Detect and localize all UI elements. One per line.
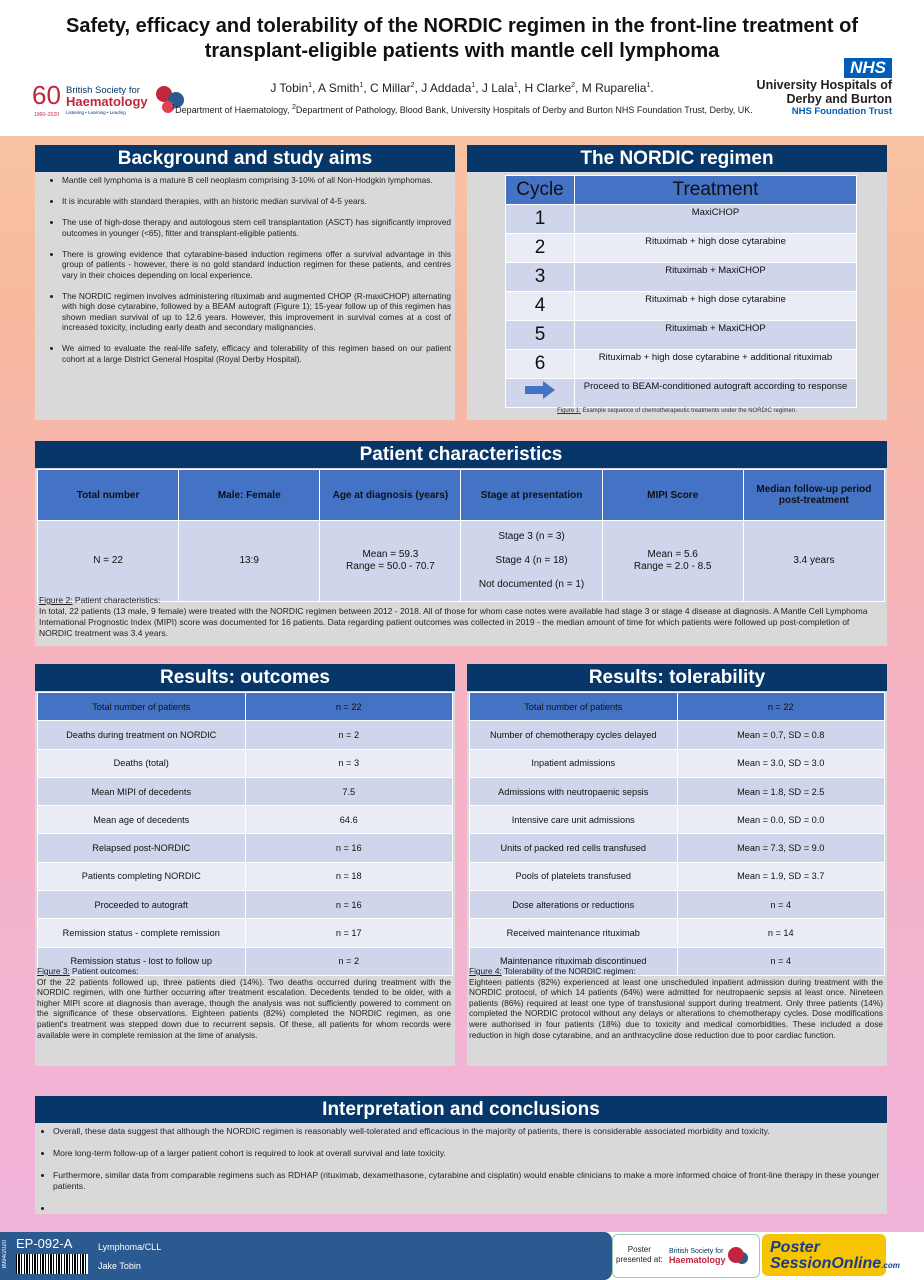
- patient-column-header: Stage at presentation: [461, 470, 602, 521]
- nordic-row: [506, 321, 857, 350]
- tolerability-value: n = 4: [677, 947, 885, 975]
- background-bullet: • The NORDIC regimen involves administering rituximab and augmented CHOP (R-maxiCHOP) alternating with high dose cytarabine, followed by a BEAM autograft (Figure 1); 15-year follow up of this regimen has shown median survival of up to 12.6 years. However, this improvement in survival comes at a cost of increased toxicity, including early death and secondary malignancies.: [62, 291, 451, 333]
- cycle-number: 1: [506, 205, 575, 234]
- nordic-heading: The NORDIC regimen: [467, 145, 887, 172]
- outcomes-label: Remission status - complete remission: [38, 919, 246, 947]
- outcomes-row: [38, 862, 453, 890]
- outcomes-value: n = 2: [245, 721, 453, 749]
- tolerability-row: [470, 693, 885, 721]
- tolerability-row: [470, 862, 885, 890]
- author-name: J Addada$^1$: [421, 81, 476, 95]
- background-bullet: • It is incurable with standard therapies, with an historic median survival of 4-5 years.: [62, 196, 451, 207]
- patient-characteristics-section: [35, 441, 887, 646]
- nordic-row: [506, 205, 857, 234]
- author-name: H Clarke$^2$: [524, 81, 576, 95]
- background-section: [35, 145, 455, 420]
- cycle-number: 4: [506, 292, 575, 321]
- tolerability-table: [469, 692, 885, 976]
- tolerability-label: Intensive care unit admissions: [470, 806, 678, 834]
- outcomes-value: 7.5: [245, 777, 453, 805]
- figure-2-caption: Figure 2: Patient characteristics: In total, 22 patients (13 male, 9 female) were treated with the NORDIC regimen between 2012 - 2018. All of those for whom case notes were available had stage 3 or stage 4 disease at diagnosis. A Mantle Cell Lymphoma International Prognostic Index (MIPI) score was documented for 16 patients. Data regarding patient outcomes was collected in 2019 - the median amount of time for which patients were followed up post-completion of NORDIC treatment was 3.4 years.: [39, 595, 868, 638]
- bsh-sixty: 60: [32, 80, 61, 110]
- nhs-logo: NHS University Hospitals of Derby and Burton NHS Foundation Trust: [756, 58, 892, 117]
- outcomes-label: Total number of patients: [38, 693, 246, 721]
- figure-3-caption: Figure 3: Patient outcomes: Of the 22 patients followed up, three patients died (14%). Two deaths occurred during treatment with the NORDIC regimen, with one further occurring after treatment escalation. Decedents tended to be older, with a higher MIPI score at diagnosis than average, though the analysis was not sufficiently powered to comment on the significance of these observations. Eighteen patients (82%) completed the NORDIC regimen, as one patient's treatment was stepped down due to recurrent sepsis. Of these, all patients for whom records were available were in complete remission at the time of analysis.: [37, 966, 451, 1040]
- outcomes-value: n = 18: [245, 862, 453, 890]
- patient-heading: Patient characteristics: [35, 441, 887, 468]
- conclusion-bullet: [53, 1203, 883, 1214]
- tolerability-row: [470, 891, 885, 919]
- figure-4-caption: Figure 4: Tolerability of the NORDIC regimen: Eighteen patients (82%) experienced at least one unscheduled inpatient admission during treatment with the NORDIC protocol, of which 14 patients (64%) were admitted for neutropaenic sepsis at least once. Nineteen patients (86%) required at least one type of transfusional support during treatment. Only three patients (14%) completed the NORDIC protocol without any delays or alterations to chemotherapy cycles. Dose modifications were authorised in four patients (18%) due to toxicity and medical comorbidities. These included a dose reduction in high dose cytarabine, and an anthracycline dose reduction due to poor cardiac function.: [469, 966, 883, 1040]
- tolerability-label: Pools of platelets transfused: [470, 862, 678, 890]
- tolerability-row: [470, 806, 885, 834]
- outcomes-heading: Results: outcomes: [35, 664, 455, 691]
- outcomes-row: [38, 721, 453, 749]
- background-bullet: • The use of high-dose therapy and autologous stem cell transplantation (ASCT) has significantly improved outcomes in younger (<65), fitter and transplant-eligible patients.: [62, 217, 451, 238]
- nordic-table: [505, 175, 857, 408]
- affiliations: $^1$Department of Haematology, $^2$Department of Pathology, Blood Bank, University Hospitals of Derby and Burton NHS Foundation Trust, Derby, UK.: [171, 104, 753, 115]
- outcomes-label: Remission status - lost to follow up: [38, 947, 246, 975]
- outcomes-label: Deaths during treatment on NORDIC: [38, 721, 246, 749]
- conclusions-bullets: [35, 1126, 887, 1214]
- patient-column-header: MIPI Score: [602, 470, 743, 521]
- outcomes-value: n = 2: [245, 947, 453, 975]
- background-bullet: • There is growing evidence that cytarabine-based induction regimens offer a survival advantage in this group of patients - however, there is no gold standard induction regimen for these patients, and centres vary in their choices depending on local experience.: [62, 249, 451, 281]
- outcomes-table: [37, 692, 453, 976]
- nordic-row: [506, 234, 857, 263]
- author-name: J Tobin$^1$: [270, 81, 313, 95]
- cycle-column-header: Cycle: [506, 176, 575, 205]
- nordic-section: [467, 145, 887, 420]
- nhs-box: NHS: [844, 58, 892, 78]
- patient-column-header: Median follow-up period post-treatment: [743, 470, 884, 521]
- outcomes-label: Mean age of decedents: [38, 806, 246, 834]
- tolerability-label: Number of chemotherapy cycles delayed: [470, 721, 678, 749]
- bsh-tagline: Listening • Learning • Leading: [66, 110, 126, 115]
- outcomes-label: Proceeded to autograft: [38, 891, 246, 919]
- tolerability-row: [470, 834, 885, 862]
- tolerability-value: Mean = 0.7, SD = 0.8: [677, 721, 885, 749]
- cycle-number: 2: [506, 234, 575, 263]
- cycle-treatment: Rituximab + MaxiCHOP: [575, 321, 857, 350]
- treatment-column-header: Treatment: [575, 176, 857, 205]
- tolerability-value: Mean = 3.0, SD = 3.0: [677, 749, 885, 777]
- author-list: J Tobin$^1$, A Smith$^1$, C Millar$^2$, J Addada$^1$, J Lala$^1$, H Clarke$^2$, M Ruparelia$^1$.: [270, 81, 654, 95]
- poster-title: Safety, efficacy and tolerability of the NORDIC regimen in the front-line treatment of transplant-eligible patients with mantle cell lymphoma: [66, 15, 858, 62]
- author-name: C Millar$^2$: [369, 81, 415, 95]
- cycle-number: 6: [506, 350, 575, 379]
- outcomes-section: [35, 664, 455, 1066]
- outcomes-value: 64.6: [245, 806, 453, 834]
- conclusions-section: [35, 1096, 887, 1214]
- bsh-mini-logo-icon: [728, 1247, 744, 1263]
- nordic-row: [506, 292, 857, 321]
- author-name: M Ruparelia$^1$: [581, 81, 651, 95]
- cycle-number: 3: [506, 263, 575, 292]
- tolerability-value: Mean = 0.0, SD = 0.0: [677, 806, 885, 834]
- outcomes-value: n = 16: [245, 834, 453, 862]
- age-cell: Mean = 59.3 Range = 50.0 - 70.7: [320, 521, 461, 602]
- patient-column-header: Total number: [38, 470, 179, 521]
- outcomes-row: [38, 806, 453, 834]
- patient-column-header: Age at diagnosis (years): [320, 470, 461, 521]
- barcode-icon: [16, 1254, 88, 1274]
- presented-at-text: Poster presented at: British Society for Haematology: [616, 1245, 744, 1265]
- poster-code: EP-092-A: [16, 1236, 73, 1251]
- tolerability-label: Maintenance rituximab discontinued: [470, 947, 678, 975]
- conclusion-bullet: • Overall, these data suggest that although the NORDIC regimen is reasonably well-tolerated and efficacious in the majority of patients, there is considerable associated morbidity and toxicity.: [53, 1126, 883, 1137]
- nordic-row: [506, 263, 857, 292]
- outcomes-row: [38, 919, 453, 947]
- cycle-treatment: Rituximab + high dose cytarabine: [575, 234, 857, 263]
- tolerability-label: Units of packed red cells transfused: [470, 834, 678, 862]
- outcomes-value: n = 22: [245, 693, 453, 721]
- tolerability-row: [470, 721, 885, 749]
- author-name: J Lala$^1$: [481, 81, 518, 95]
- tolerability-value: Mean = 1.8, SD = 2.5: [677, 777, 885, 805]
- bsh-years: 1960–2020: [34, 112, 60, 118]
- tolerability-label: Dose alterations or reductions: [470, 891, 678, 919]
- tolerability-heading: Results: tolerability: [467, 664, 887, 691]
- cycle-treatment: MaxiCHOP: [575, 205, 857, 234]
- tolerability-label: Admissions with neutropaenic sepsis: [470, 777, 678, 805]
- background-bullet: • We aimed to evaluate the real-life safety, efficacy and tolerability of this regimen based on our patient cohort at a large District General Hospital (Royal Derby Hospital).: [62, 343, 451, 364]
- nordic-final-row: [506, 379, 857, 408]
- patient-table: [37, 469, 885, 602]
- outcomes-value: n = 17: [245, 919, 453, 947]
- tolerability-row: [470, 919, 885, 947]
- conclusion-bullet: • Furthermore, similar data from comparable regimens such as RDHAP (rituximab, dexamethasone, cytarabine and cisplatin) would enable clinicians to make a more informed choice of front-line therapy in these younger patients.: [53, 1170, 883, 1192]
- bsh-line1: British Society for: [66, 85, 140, 96]
- bsh-line2: Haematology: [66, 94, 148, 109]
- background-bullets: [35, 175, 455, 364]
- outcomes-row: [38, 693, 453, 721]
- author-name: A Smith$^1$: [318, 81, 364, 95]
- tolerability-section: [467, 664, 887, 1066]
- outcomes-row: [38, 834, 453, 862]
- tolerability-value: n = 4: [677, 891, 885, 919]
- tolerability-label: Total number of patients: [470, 693, 678, 721]
- poster-category: Lymphoma/CLL: [98, 1242, 162, 1252]
- poster-id: 8994/2020: [2, 1240, 8, 1269]
- cycle-treatment: Rituximab + MaxiCHOP: [575, 263, 857, 292]
- final-treatment: Proceed to BEAM-conditioned autograft according to response: [575, 379, 857, 408]
- tolerability-label: Received maintenance rituximab: [470, 919, 678, 947]
- outcomes-row: [38, 891, 453, 919]
- cycle-treatment: Rituximab + high dose cytarabine + additional rituximab: [575, 350, 857, 379]
- nordic-row: [506, 350, 857, 379]
- tolerability-value: Mean = 1.9, SD = 3.7: [677, 862, 885, 890]
- cycle-treatment: Rituximab + high dose cytarabine: [575, 292, 857, 321]
- patient-column-header: Male: Female: [179, 470, 320, 521]
- tolerability-value: Mean = 7.3, SD = 9.0: [677, 834, 885, 862]
- outcomes-label: Relapsed post-NORDIC: [38, 834, 246, 862]
- outcomes-value: n = 3: [245, 749, 453, 777]
- figure-1-caption: Figure 1: Example sequence of chemotherapeutic treatments under the NORDIC regimen.: [557, 408, 797, 414]
- tolerability-label: Inpatient admissions: [470, 749, 678, 777]
- background-heading: Background and study aims: [35, 145, 455, 172]
- sex-ratio-cell: 13:9: [179, 521, 320, 602]
- mipi-cell: Mean = 5.6 Range = 2.0 - 8.5: [602, 521, 743, 602]
- outcomes-label: Deaths (total): [38, 749, 246, 777]
- outcomes-row: [38, 749, 453, 777]
- poster-presenter: Jake Tobin: [98, 1261, 141, 1271]
- right-arrow-icon: [506, 379, 575, 408]
- outcomes-row: [38, 777, 453, 805]
- total-number-cell: N = 22: [38, 521, 179, 602]
- background-bullet: • Mantle cell lymphoma is a mature B cell neoplasm comprising 3-10% of all Non-Hodgkin lymphomas.: [62, 175, 451, 186]
- conclusion-bullet: • More long-term follow-up of a larger patient cohort is required to look at overall survival and late toxicity.: [53, 1148, 883, 1159]
- cycle-number: 5: [506, 321, 575, 350]
- tolerability-row: [470, 777, 885, 805]
- tolerability-value: n = 14: [677, 919, 885, 947]
- poster-session-online-text: Poster SessionOnline.com: [770, 1239, 900, 1272]
- outcomes-value: n = 16: [245, 891, 453, 919]
- conclusions-heading: Interpretation and conclusions: [35, 1096, 887, 1123]
- outcomes-label: Patients completing NORDIC: [38, 862, 246, 890]
- stage-cell: Stage 3 (n = 3) Stage 4 (n = 18) Not documented (n = 1): [461, 521, 602, 602]
- tolerability-value: n = 22: [677, 693, 885, 721]
- footer-info-bar: [94, 1232, 612, 1280]
- tolerability-row: [470, 749, 885, 777]
- outcomes-label: Mean MIPI of decedents: [38, 777, 246, 805]
- followup-cell: 3.4 years: [743, 521, 884, 602]
